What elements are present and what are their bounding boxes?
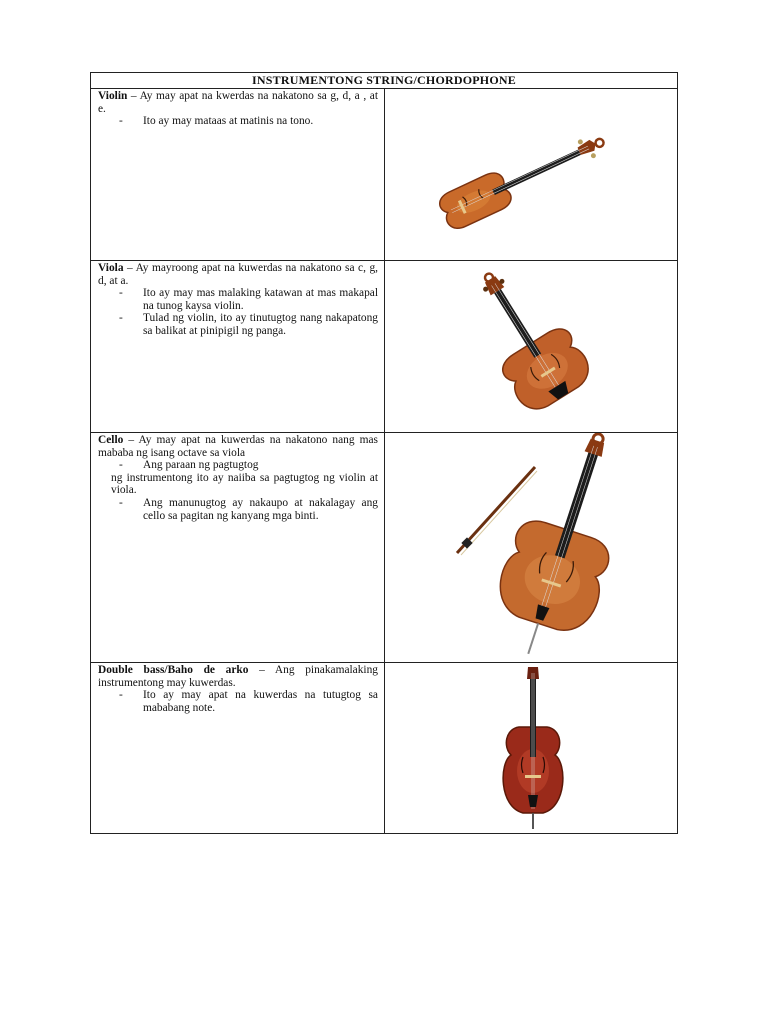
text-cell-viola [91,261,385,432]
table-row-cello [91,433,677,663]
viola-bullets [98,287,378,337]
table-row-viola [91,261,677,433]
list-item: - Ito ay may mas malaking katawan at mas makapal na tunog kaysa violin. [119,287,378,312]
table-row-violin [91,89,677,261]
viola-description: Viola – Ay mayroong apat na kuwerdas na nakatono sa c, g, d, at a. [98,262,378,287]
violin-description: Violin – Ay may apat na kwerdas na nakatono sa g, d, a , at e. [98,90,378,115]
cello-bullets [98,459,378,472]
image-cell-cello [385,433,677,662]
list-item: - Ang paraan ng pagtugtog [119,459,259,472]
cello-image [451,433,621,663]
table-title: INSTRUMENTONG STRING/CHORDOPHONE [91,73,677,89]
list-item: - Ito ay may mataas at matinis na tono. [119,115,314,128]
instrument-table [90,72,678,834]
cello-description: Cello – Ay may apat na kuwerdas na nakatono nang mas mababa ng isang octave sa viola [98,434,378,459]
text-cell-cello [91,433,385,662]
instrument-name: Cello [98,434,124,446]
cello-continuation: ng instrumentong ito ay naiiba sa pagtugtog ng violin at viola. [111,471,378,497]
double-bass-bullets [98,689,378,714]
list-item: - Ang manunugtog ay nakaupo at nakalagay ang cello sa pagitan ng kanyang mga binti. [119,496,378,522]
double-bass-image [493,667,573,833]
list-item: - Tulad ng violin, ito ay tinutugtog nang nakapatong sa balikat at pinipigil ng panga. [119,312,378,337]
text-cell-violin [91,89,385,260]
violin-bullets [98,115,378,128]
list-item: - Ito ay may apat na kuwerdas na tutugtog sa mababang note. [119,689,378,714]
instrument-name: Double bass/Baho de arko [98,664,249,676]
image-cell-violin [385,89,677,260]
double-bass-description: Double bass/Baho de arko – Ang pinakamalaking instrumentong may kuwerdas. [98,664,378,689]
violin-image [433,119,623,231]
text-cell-double-bass [91,663,385,833]
image-cell-viola [385,261,677,432]
table-row-double-bass [91,663,677,833]
viola-image [453,263,613,433]
cello-bullets-2 [98,497,378,522]
image-cell-double-bass [385,663,677,833]
instrument-name: Violin [98,90,128,102]
instrument-name: Viola [98,262,124,274]
